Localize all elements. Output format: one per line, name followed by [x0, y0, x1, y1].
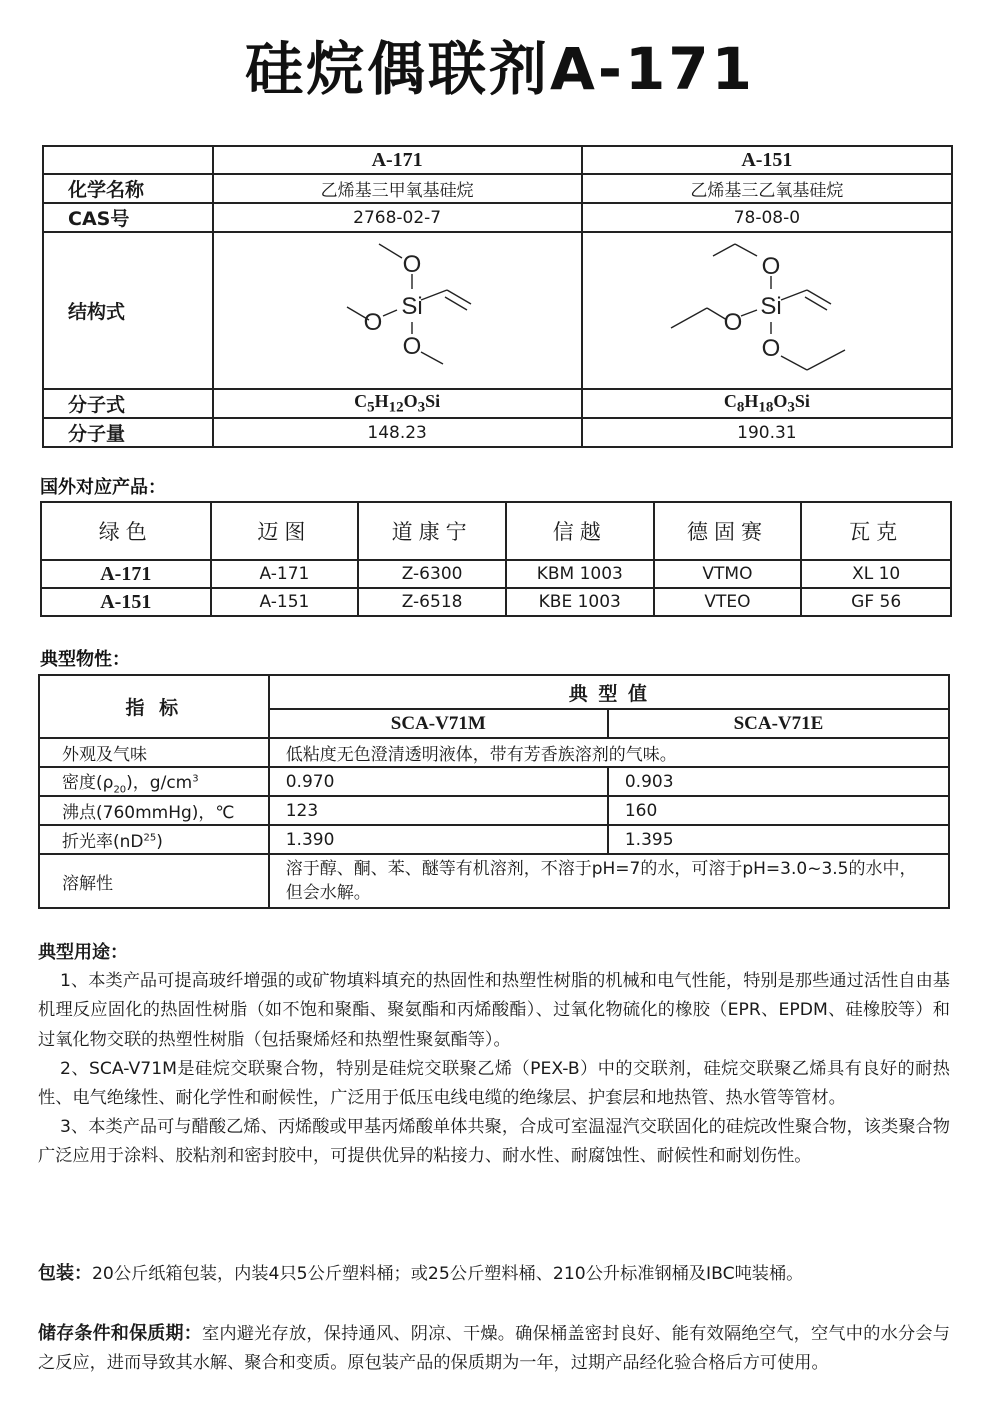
table-cell: A-171 [41, 560, 211, 588]
foreign-header-maitu: 迈图 [211, 502, 359, 560]
chem-name-label: 化学名称 [43, 174, 213, 203]
a151-structure-diagram [667, 234, 867, 384]
formula-a171-h: H [374, 390, 389, 411]
formula-a171-o: O [403, 390, 418, 411]
chem-name-a151: 乙烯基三乙氧基硅烷 [582, 174, 952, 203]
foreign-header-wake: 瓦克 [801, 502, 951, 560]
table-cell: Z-6518 [358, 588, 506, 616]
storage-text: 室内避光存放，保持通风、阴凉、干燥。确保桶盖密封良好、能有效隔绝空气，空气中的水分会与之反应，进而导致其水解、聚合和变质。原包装产品的保质期为一年，过期产品经化验合格后方可使用。 [38, 1324, 950, 1374]
formula-a171 [213, 389, 582, 418]
table-cell: KBE 1003 [506, 588, 654, 616]
table-cell: A-151 [211, 588, 359, 616]
uses-item-3: 3、本类产品可与醋酸乙烯、丙烯酸或甲基丙烯酸单体共聚，合成可室温湿汽交联固化的硅烷改性聚合物，该类聚合物广泛应用于涂料、胶粘剂和密封胶中，可提供优异的粘接力、耐水性、耐腐蚀性、耐候性和耐划伤性。 [38, 1117, 950, 1167]
structure-a151 [582, 232, 952, 389]
packaging-text: 20公斤纸箱包装，内装4只5公斤塑料桶；或25公斤塑料桶、210公升标准钢桶及IBC吨装桶。 [92, 1264, 804, 1284]
uses-heading: 典型用途： [38, 942, 128, 963]
structure-a171 [213, 232, 582, 389]
table-cell: A-151 [41, 588, 211, 616]
props-typical-header: 典 型 值 [269, 675, 949, 709]
density-label-pre: 密度(ρ [62, 773, 114, 793]
props-heading: 典型物性： [40, 649, 130, 670]
weight-a171: 148.23 [213, 418, 582, 447]
a151-atom-o-top: O [761, 252, 781, 280]
table-row [41, 588, 951, 616]
appearance-value: 低粘度无色澄清透明液体，带有芳香族溶剂的气味。 [269, 738, 949, 767]
density-label-sub: 20 [113, 784, 127, 796]
formula-a151-c-n: 8 [736, 399, 745, 416]
formula-a151-h-n: 18 [758, 399, 774, 416]
chem-name-a171: 乙烯基三甲氧基硅烷 [213, 174, 582, 203]
cas-a151: 78-08-0 [582, 203, 952, 232]
foreign-heading: 国外对应产品： [40, 477, 166, 498]
a171-structure-diagram [297, 234, 497, 384]
cas-label: CAS号 [43, 203, 213, 232]
uses-item-1: 1、本类产品可提高玻纤增强的或矿物填料填充的热固性和热塑性树脂的机械和电气性能，特别是那些通过活性自由基机理反应固化的热固性树脂（如不饱和聚酯、聚氨酯和丙烯酸酯）、过氧化物硫化的橡胶（EPR、EPDM、硅橡胶等）和过氧化物交联的热塑性树脂（包括聚烯烃和热塑性聚氨酯等）。 [38, 971, 950, 1050]
density-label [39, 767, 269, 796]
density-label-post: )，g/cm [126, 773, 193, 793]
table-row [41, 560, 951, 588]
table-cell: Z-6300 [358, 560, 506, 588]
formula-label: 分子式 [43, 389, 213, 418]
foreign-header-lvse: 绿色 [41, 502, 211, 560]
foreign-header-daokangning: 道康宁 [358, 502, 506, 560]
uses-section [38, 938, 950, 1172]
table-cell: XL 10 [801, 560, 951, 588]
storage [38, 1319, 950, 1378]
a171-atom-o-left: O [363, 308, 383, 336]
a171-atom-o-bottom: O [402, 332, 422, 360]
formula-a151-c: C [723, 390, 737, 411]
formula-a151-o: O [773, 390, 788, 411]
weight-label: 分子量 [43, 418, 213, 447]
props-sub-v71e: SCA-V71E [608, 709, 949, 738]
props-sub-v71m: SCA-V71M [269, 709, 608, 738]
formula-a171-h-n: 12 [388, 399, 404, 416]
formula-a151 [582, 389, 952, 418]
formula-a171-c-n: 5 [367, 399, 375, 416]
a151-atom-o-left: O [723, 308, 743, 336]
spec-table [42, 145, 953, 448]
weight-a151: 190.31 [582, 418, 952, 447]
boiling-v71e: 160 [608, 796, 949, 825]
solubility-value: 溶于醇、酮、苯、醚等有机溶剂，不溶于pH=7的水，可溶于pH=3.0~3.5的水中，但会水解。 [269, 854, 949, 908]
refraction-v71m: 1.390 [269, 825, 608, 854]
boiling-label: 沸点(760mmHg)，℃ [39, 796, 269, 825]
formula-a151-si: Si [794, 390, 810, 411]
cas-a171: 2768-02-7 [213, 203, 582, 232]
foreign-table [40, 501, 952, 617]
formula-a171-o-n: 3 [417, 399, 426, 416]
refraction-label-sup: 25 [143, 832, 157, 844]
density-v71m: 0.970 [269, 767, 608, 796]
spec-header-a171: A-171 [213, 146, 582, 174]
boiling-v71m: 123 [269, 796, 608, 825]
density-label-sup: 3 [192, 773, 199, 785]
storage-label: 储存条件和保质期： [38, 1323, 202, 1344]
foreign-header-xinyue: 信越 [506, 502, 654, 560]
structure-label: 结构式 [43, 232, 213, 389]
page-title: 硅烷偶联剂A-171 [244, 35, 756, 103]
a171-atom-o-top: O [402, 250, 422, 278]
formula-a151-h: H [744, 390, 759, 411]
a171-atom-si: Si [401, 292, 423, 320]
uses-item-2: 2、SCA-V71M是硅烷交联聚合物，特别是硅烷交联聚乙烯（PEX-B）中的交联剂，硅烷交联聚乙烯具有良好的耐热性、电气绝缘性、耐化学性和耐候性，广泛用于低压电线电缆的绝缘层、护套层和地热管、热水管等管材。 [38, 1058, 950, 1109]
table-cell: GF 56 [801, 588, 951, 616]
formula-a171-c: C [354, 390, 368, 411]
props-index-header: 指 标 [39, 675, 269, 738]
refraction-label-pre: 折光率(nD [62, 832, 144, 853]
density-v71e: 0.903 [608, 767, 949, 796]
spec-header-a151: A-151 [582, 146, 952, 174]
table-cell: VTMO [654, 560, 802, 588]
spec-header-blank [43, 146, 213, 174]
table-cell: A-171 [211, 560, 359, 588]
solubility-label: 溶解性 [39, 854, 269, 908]
packaging [38, 1259, 950, 1289]
appearance-label: 外观及气味 [39, 738, 269, 767]
foreign-header-deguosai: 德固赛 [654, 502, 802, 560]
packaging-label: 包装： [38, 1263, 92, 1284]
refraction-label-post: ) [156, 832, 163, 853]
refraction-v71e: 1.395 [608, 825, 949, 854]
a151-atom-si: Si [760, 292, 782, 320]
props-table [38, 674, 950, 909]
formula-a171-si: Si [425, 390, 441, 411]
formula-a151-o-n: 3 [787, 399, 795, 416]
table-cell: VTEO [654, 588, 802, 616]
table-cell: KBM 1003 [506, 560, 654, 588]
a151-atom-o-bottom: O [761, 334, 781, 362]
refraction-label [39, 825, 269, 854]
